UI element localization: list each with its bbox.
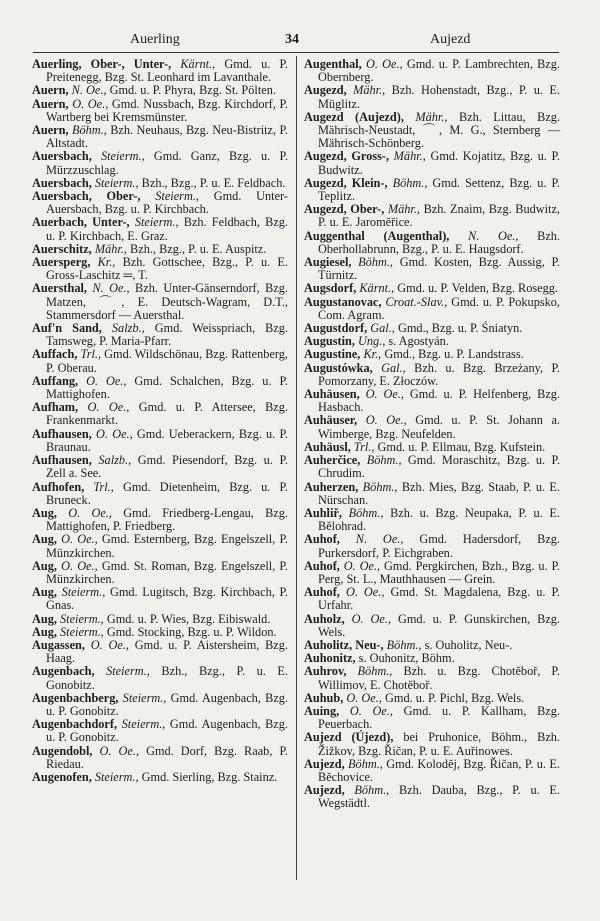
entry-name: Auersbach,	[32, 149, 92, 164]
entry-details: Bzh. Mies, Bzg. Staab, P. u. E. Nürschan.	[318, 479, 561, 507]
entry-name: Auersbach,	[32, 175, 92, 190]
gazetteer-entry	[304, 784, 560, 810]
entry-region: O. Oe.,	[87, 400, 130, 415]
entry-details: Gmd. Kosten, Bzg. Aussig, P. Türnitz.	[318, 255, 560, 283]
gazetteer-entry	[304, 177, 560, 203]
entry-name: Augustówka,	[304, 360, 373, 375]
entry-region: Böhm.,	[366, 453, 402, 468]
entry-name: Augezd (Aujezd),	[304, 109, 404, 124]
entry-region: Böhm.,	[362, 479, 398, 494]
entry-region: Trl.,	[93, 479, 114, 494]
entry-details: Gmd. u. P. Kallham, Bzg. Peuerbach.	[318, 703, 560, 732]
gazetteer-entry	[304, 705, 560, 731]
entry-details: Gmd. Augenbach, Bzg. u. P. Gonobitz.	[46, 690, 289, 718]
entry-region: O. Oe.,	[346, 690, 382, 705]
entry-name: Auhub,	[304, 690, 344, 705]
entry-region: O. Oe.,	[351, 611, 392, 626]
running-header	[30, 32, 560, 50]
entry-region: Steierm.,	[122, 690, 167, 705]
entry-details: Gmd. Settenz, Bzg. u. P. Teplitz.	[318, 175, 560, 204]
entry-details: Bzh. Unter-Gänserndorf, Bzg. Matzen, ⌒, E. Deutsch-Wagram, D.T., Stammersdorf — Auersthal.	[46, 281, 289, 322]
entry-name: Augendobl,	[32, 743, 93, 758]
gazetteer-entry	[304, 256, 560, 282]
entry-details: Gmd. Sierling, Bzg. Stainz.	[141, 769, 278, 784]
entry-details: Gmd. Weisspriach, Bzg. Tamsweg, P. Maria-Pfarr.	[46, 321, 289, 349]
gazetteer-entry	[304, 230, 560, 256]
gazetteer-entry	[304, 533, 560, 559]
entry-details: s. Ouholitz, Neu-.	[424, 637, 513, 652]
entry-name: Auerling, Ober-, Unter-,	[32, 57, 172, 71]
entry-region: O. Oe.,	[349, 703, 393, 718]
entry-region: N. Oe.,	[92, 281, 130, 296]
gazetteer-entry	[32, 150, 288, 176]
gazetteer-entry	[304, 150, 560, 176]
entry-name: Augenofen,	[32, 769, 92, 784]
entry-region: Mähr.,	[387, 202, 421, 217]
entry-name: Auhof,	[304, 558, 340, 573]
entry-name: Aujezd (Újezd),	[304, 730, 394, 745]
entry-name: Auersperg,	[32, 255, 91, 270]
gazetteer-entry	[32, 639, 288, 665]
gazetteer-entry	[32, 718, 288, 744]
gazetteer-entry	[304, 731, 560, 757]
entry-name: Aug,	[32, 558, 57, 573]
entry-details: Gmd. u. P. Ellmau, Bzg. Kufstein.	[377, 439, 546, 454]
entry-region: Steierm.,	[100, 149, 145, 164]
entry-region: O. Oe.,	[68, 505, 112, 520]
entry-name: Aufhofen,	[32, 479, 85, 494]
entry-region: O. Oe.,	[61, 532, 98, 547]
entry-region: O. Oe.,	[365, 387, 404, 402]
entry-details: Bzh. Littau, Bzg. Mährisch-Neustadt, ⌒, M. G., Sternberg — Mährisch-Schönberg.	[318, 109, 561, 151]
entry-region: Böhm.,	[71, 123, 107, 138]
entry-name: Auhof,	[304, 532, 340, 547]
entry-details: Bzh. u. Bzg. Brzeżany, P. Pomorzany, E. Złoczów.	[318, 360, 561, 388]
gazetteer-entry	[32, 256, 288, 282]
entry-region: Steierm.,	[106, 664, 150, 679]
entry-details: Gmd., Bzg. u. P. Śniatyn.	[397, 321, 523, 336]
gazetteer-entry	[32, 401, 288, 427]
entry-name: Auggenthal (Augenthal),	[304, 228, 450, 243]
gazetteer-entry	[304, 111, 560, 151]
entry-name: Augenbachberg,	[32, 690, 119, 705]
entry-details: Gmd. Schalchen, Bzg. u. P. Mattighofen.	[46, 373, 289, 402]
gazetteer-entry	[32, 665, 288, 691]
entry-details: Bzh. Oberhollabrunn, Bzg., P. u. E. Haugsdorf.	[318, 228, 561, 256]
entry-name: Augezd, Gross-,	[304, 149, 390, 164]
entry-name: Augiesel,	[304, 255, 352, 270]
entry-details: Gmd. Friedberg-Lengau, Bzg. Mattighofen, P. Friedberg.	[46, 505, 288, 534]
gazetteer-entry	[32, 322, 288, 348]
entry-region: Böhm.,	[357, 664, 393, 679]
gazetteer-entry	[32, 560, 288, 586]
entry-details: Gmd. u. P. Lambrechten, Bzg. Obernberg.	[318, 57, 560, 85]
entry-details: Bzh., Bzg., P. u. E. Gonobitz.	[46, 664, 288, 692]
entry-region: Böhm.,	[358, 255, 394, 270]
entry-details: Bzh. u. Bzg. Chotěboř, P. Willimov, E. Chotěboř.	[318, 664, 560, 692]
entry-name: Augenthal,	[304, 57, 362, 71]
gazetteer-entry	[32, 692, 288, 718]
entry-name: Auhof,	[304, 585, 340, 600]
entry-region: O. Oe.,	[365, 413, 407, 428]
entry-region: Böhm.,	[354, 783, 390, 798]
gazetteer-entry	[304, 58, 560, 84]
entry-name: Auholitz, Neu-,	[304, 637, 384, 652]
entry-name: Aug,	[32, 532, 57, 547]
entry-region: O. Oe.,	[61, 558, 98, 573]
entry-details: Bzh. u. Bzg. Neupaka, P. u. E. Bělohrad.	[318, 505, 560, 534]
entry-region: O. Oe.,	[99, 743, 140, 758]
gazetteer-entry	[32, 771, 288, 784]
entry-name: Auhäuser,	[304, 413, 358, 428]
entry-name: Augustdorf,	[304, 321, 368, 336]
entry-name: Auerbach, Unter-,	[32, 215, 130, 230]
entry-name: Augustine,	[304, 347, 361, 362]
gazetteer-entry	[304, 296, 560, 322]
entry-details: Gmd. St. Roman, Bzg. Engelszell, P. Münzkirchen.	[46, 558, 288, 586]
entry-region: N. Oe.,	[468, 228, 519, 243]
entry-details: Gmd. Hadersdorf, Bzg. Purkersdorf, P. Eichgraben.	[318, 532, 561, 560]
entry-name: Auhliř,	[304, 505, 342, 520]
header-rule	[33, 52, 559, 53]
entry-details: Gmd. Unter-Auersbach, Bzg. u. P. Kirchbach.	[46, 189, 288, 217]
entry-details: Gmd. u. P. Aistersheim, Bzg. Haag.	[46, 637, 288, 666]
gazetteer-entry	[304, 481, 560, 507]
entry-details: s. Ouhonitz, Böhm.	[358, 651, 455, 666]
entry-details: Gmd. u. P. Preitenegg, Bzg. St. Leonhard im Lavanthale.	[46, 57, 289, 85]
entry-name: Augenbach,	[32, 664, 95, 679]
gazetteer-entry	[304, 388, 560, 414]
entry-details: Gmd. Augenbach, Bzg. u. P. Gonobitz.	[46, 717, 288, 745]
entry-details: Bzh. Gottschee, Bzg., P. u. E. Gross-Laschitz ═, T.	[46, 255, 289, 283]
entry-name: Augenbachdorf,	[32, 717, 118, 732]
entry-name: Auherčice,	[304, 453, 361, 468]
entry-name: Auern,	[32, 96, 69, 111]
gazetteer-entry	[304, 414, 560, 440]
entry-details: Gmd., Bzg. u. P. Landstrass.	[384, 347, 524, 362]
gazetteer-entry	[32, 348, 288, 374]
entry-name: Aug,	[32, 624, 57, 639]
entry-region: Mähr.,	[415, 109, 448, 124]
entry-details: Gmd. Ueberackern, Bzg. u. P. Braunau.	[46, 426, 288, 454]
entry-name: Aujezd,	[304, 783, 345, 798]
left-column	[32, 58, 288, 784]
entry-name: Auersbach, Ober-,	[32, 189, 141, 204]
gazetteer-entry	[304, 665, 560, 691]
entry-region: O. Oe.,	[72, 96, 109, 111]
entry-details: Gmd. Nussbach, Bzg. Kirchdorf, P. Wartberg bei Kremsmünster.	[46, 96, 288, 124]
entry-region: Böhm.,	[348, 756, 383, 771]
gazetteer-entry	[32, 481, 288, 507]
entry-details: Gmd. u. P. Pichl, Bzg. Wels.	[385, 690, 525, 705]
entry-details: Gmd. Ganz, Bzg. u. P. Mürzzuschlag.	[46, 149, 289, 177]
entry-details: Bzh. Dauba, Bzg., P. u. E. Wegstädtl.	[318, 783, 560, 811]
column-divider	[296, 56, 297, 880]
gazetteer-entry	[32, 586, 288, 612]
entry-region: O. Oe.,	[345, 585, 385, 600]
entry-name: Augsdorf,	[304, 281, 357, 296]
entry-region: Steierm.,	[121, 717, 166, 732]
entry-details: Bzh., Bzg., P. u. E. Auspitz.	[130, 241, 267, 256]
entry-region: N. Oe.,	[71, 83, 107, 98]
entry-name: Auffang,	[32, 373, 79, 388]
entry-name: Auersthal,	[32, 281, 87, 296]
entry-name: Auhäusl,	[304, 439, 351, 454]
entry-details: Gmd. u. P. Velden, Bzg. Rosegg.	[397, 281, 558, 296]
entry-name: Aujezd,	[304, 756, 345, 771]
entry-name: Auhäusen,	[304, 387, 360, 402]
entry-region: Kr.,	[363, 347, 382, 362]
entry-name: Aufham,	[32, 400, 79, 415]
entry-region: Steierm.,	[94, 769, 139, 784]
entry-name: Augustanovac,	[304, 294, 382, 309]
entry-region: Salzb.,	[98, 453, 132, 468]
header-right-word: Aujezd	[430, 32, 471, 47]
entry-details: Gmd. Piesendorf, Bzg. u. P. Zell a. See.	[46, 453, 289, 481]
entry-name: Augezd, Klein-,	[304, 175, 388, 190]
entry-details: Gmd. Esternberg, Bzg. Engelszell, P. Münzkirchen.	[46, 532, 288, 560]
entry-details: Gmd. Koloděj, Bzg. Řičan, P. u. E. Běchovice.	[318, 756, 560, 784]
gazetteer-entry	[32, 428, 288, 454]
entry-details: Gmd. u. P. St. Johann a. Wimberge, Bzg. Neufelden.	[318, 413, 560, 441]
entry-details: Gmd. Wildschönau, Bzg. Rattenberg, P. Oberau.	[46, 347, 288, 375]
page-number: 34	[285, 32, 299, 47]
entry-region: Böhm.,	[386, 637, 422, 652]
entry-region: O. Oe.,	[90, 637, 129, 652]
entry-name: Aug,	[32, 585, 57, 600]
entry-name: Auholz,	[304, 611, 345, 626]
entry-details: Gmd. Kojatitz, Bzg. u. P. Budwitz.	[318, 149, 560, 177]
gazetteer-entry	[32, 58, 288, 84]
entry-region: Böhm.,	[348, 505, 384, 520]
entry-region: Kr.,	[97, 255, 116, 270]
entry-details: Bzh., Bzg., P. u. E. Feldbach.	[141, 175, 286, 190]
entry-region: Gal.,	[370, 321, 395, 336]
entry-region: Trl.,	[80, 347, 102, 362]
entry-details: Gmd. Dietenheim, Bzg. u. P. Bruneck.	[46, 479, 289, 507]
entry-region: Mähr.,	[393, 149, 426, 164]
entry-details: Gmd. Lugitsch, Bzg. Kirchbach, P. Gnas.	[46, 585, 288, 613]
entry-region: Böhm.,	[392, 175, 428, 190]
header-left-word: Auerling	[130, 32, 180, 47]
entry-details: Gmd. Dorf, Bzg. Raab, P. Riedau.	[46, 743, 288, 771]
entry-region: Gal.,	[381, 360, 406, 375]
gazetteer-entry	[304, 560, 560, 586]
entry-name: Auern,	[32, 123, 69, 138]
gazetteer-entry	[304, 84, 560, 110]
entry-name: Auhonitz,	[304, 651, 356, 666]
gazetteer-entry	[32, 507, 288, 533]
gazetteer-entry	[32, 375, 288, 401]
entry-region: Salzb.,	[111, 321, 145, 336]
gazetteer-entry	[32, 98, 288, 124]
entry-region: O. Oe.,	[365, 57, 403, 71]
entry-details: Gmd. u. P. Gunskirchen, Bzg. Wels.	[318, 611, 560, 639]
entry-details: Gmd. u. P. Phyra, Bzg. St. Pölten.	[109, 83, 276, 98]
entry-details: s. Agostyán.	[388, 334, 449, 349]
entry-name: Auing,	[304, 703, 340, 718]
entry-details: Bzh. Neuhaus, Bzg. Neu-Bistritz, P. Altstadt.	[46, 123, 289, 151]
entry-name: Auf'n Sand,	[32, 321, 102, 336]
entry-name: Auherzen,	[304, 479, 359, 494]
entry-name: Augustin,	[304, 334, 355, 349]
gazetteer-entry	[32, 190, 288, 216]
entry-details: Gmd. u. P. Helfenberg, Bzg. Hasbach.	[318, 387, 561, 415]
entry-region: Ung.,	[358, 334, 386, 349]
gazetteer-entry	[304, 507, 560, 533]
entry-name: Auern,	[32, 83, 69, 98]
entry-region: O. Oe.,	[86, 373, 127, 388]
entry-details: Bzh. Znaim, Bzg. Budwitz, P. u. E. Jaroměřice.	[318, 202, 560, 230]
gazetteer-entry	[32, 533, 288, 559]
entry-region: Steierm.,	[61, 585, 106, 600]
gazetteer-entry	[32, 282, 288, 322]
gazetteer-entry	[304, 758, 560, 784]
right-column	[304, 58, 560, 811]
entry-region: Croat.-Slav.,	[385, 294, 448, 309]
entry-region: Mähr.,	[94, 241, 127, 256]
gazetteer-entry	[304, 362, 560, 388]
entry-details: Gmd. u. P. Wies, Bzg. Eibiswald.	[106, 611, 271, 626]
entry-name: Aug,	[32, 505, 57, 520]
entry-name: Augezd, Ober-,	[304, 202, 385, 217]
gazetteer-entry	[32, 745, 288, 771]
gazetteer-entry	[304, 203, 560, 229]
entry-name: Augezd,	[304, 83, 347, 98]
entry-region: Trl.,	[353, 439, 375, 454]
gazetteer-entry	[32, 124, 288, 150]
entry-region: Mähr.,	[353, 83, 386, 98]
gazetteer-entry	[304, 586, 560, 612]
entry-region: Steierm.,	[94, 175, 139, 190]
entry-region: Kärnt.,	[180, 57, 216, 71]
entry-name: Aufhausen,	[32, 453, 92, 468]
entry-region: Steierm.,	[60, 611, 104, 626]
entry-details: Gmd. Moraschitz, Bzg. u. P. Chrudim.	[318, 453, 561, 481]
entry-region: Steierm.,	[60, 624, 104, 639]
entry-name: Auffach,	[32, 347, 78, 362]
entry-region: Steierm.,	[134, 215, 179, 230]
entry-region: N. Oe.,	[355, 532, 404, 547]
entry-region: O. Oe.,	[343, 558, 381, 573]
entry-details: Gmd. Pergkirchen, Bzh., Bzg. u. P. Perg, St. L., Mauthhausen — Grein.	[318, 558, 560, 586]
gazetteer-entry	[304, 613, 560, 639]
gazetteer-entry	[32, 454, 288, 480]
entry-name: Aug,	[32, 611, 57, 626]
entry-details: bei Pruhonice, Böhm., Bzh. Žižkov, Bzg. Řičan, P. u. E. Auřinowes.	[318, 730, 561, 758]
entry-region: Steierm.,	[155, 189, 199, 204]
entry-details: Gmd. u. P. Attersee, Bzg. Frankenmarkt.	[46, 400, 288, 428]
entry-details: Bzh. Hohenstadt, Bzg., P. u. E. Müglitz.	[318, 83, 561, 111]
entry-details: Bzh. Feldbach, Bzg. u. P. Kirchbach, E. Graz.	[46, 215, 288, 243]
entry-name: Aufhausen,	[32, 426, 92, 441]
entry-region: O. Oe.,	[96, 426, 133, 441]
entry-details: Gmd. St. Magdalena, Bzg. u. P. Urfahr.	[318, 585, 560, 613]
gazetteer-entry	[304, 454, 560, 480]
entry-name: Auhrov,	[304, 664, 347, 679]
gazetteer-entry	[32, 216, 288, 242]
entry-region: Kärnt.,	[359, 281, 395, 296]
entry-name: Auerschitz,	[32, 241, 92, 256]
entry-details: Gmd. u. P. Pokupsko, Com. Agram.	[318, 294, 560, 322]
entry-name: Augassen,	[32, 637, 85, 652]
entry-details: Gmd. Stocking, Bzg. u. P. Wildon.	[106, 624, 277, 639]
